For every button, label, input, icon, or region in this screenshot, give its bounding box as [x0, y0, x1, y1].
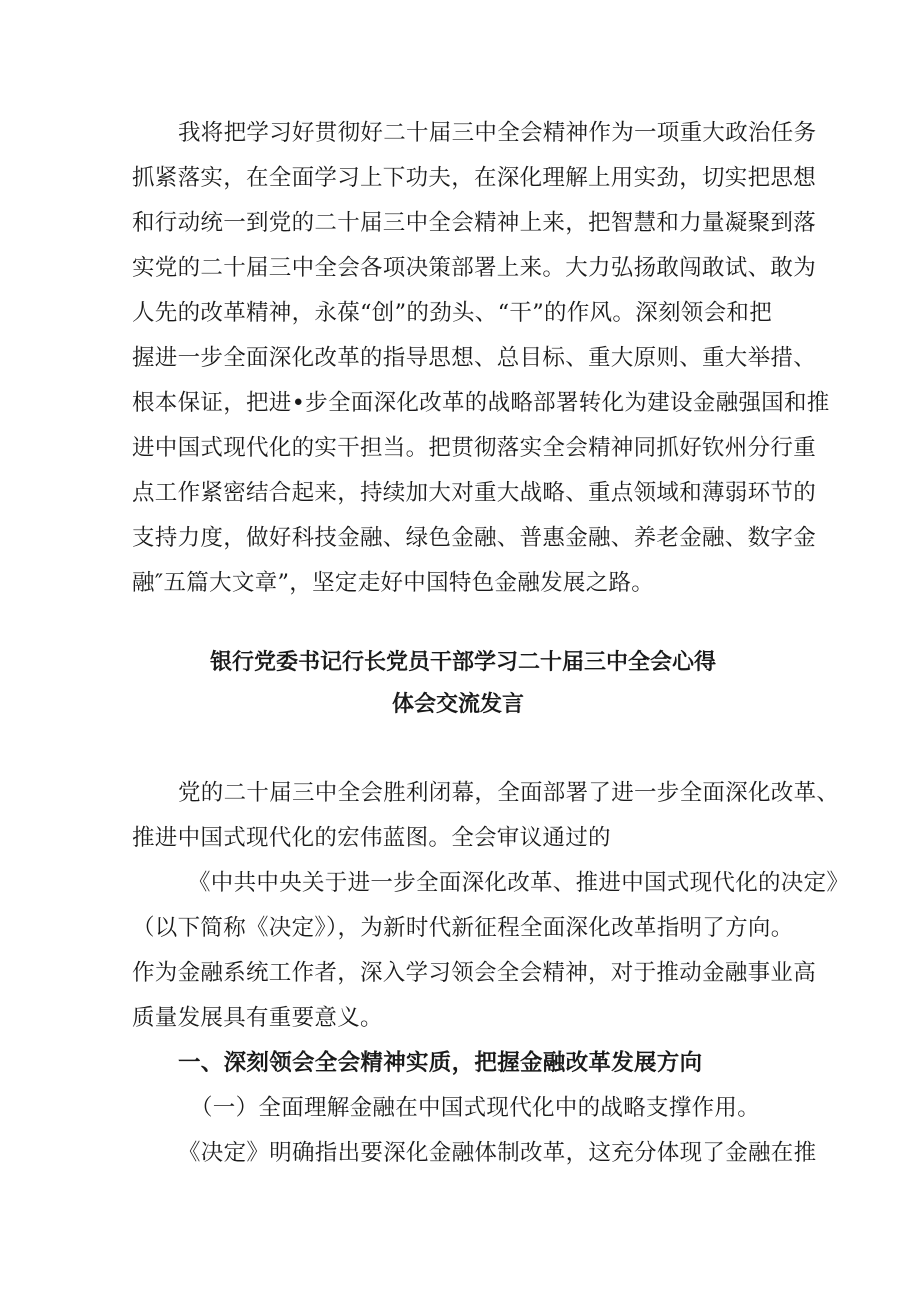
article-title-line-2: 体会交流发言 — [392, 692, 525, 717]
text-line: 握进一步全面深化改革的指导思想、总目标、重大原则、重大举措、 — [132, 345, 817, 371]
text-line: （以下简称《决定》），为新时代新征程全面深化改革指明了方向。 — [132, 915, 794, 941]
text-line: 《决定》明确指出要深化金融体制改革，这充分体现了金融在推 — [178, 1140, 817, 1166]
text-line: 进中国式现代化的实干担当。把贯彻落实全会精神同抓好钦州分行重 — [132, 435, 817, 461]
subsection-heading: （一）全面理解金融在中国式现代化中的战略支撑作用。 — [190, 1095, 761, 1121]
text-line: 质量发展具有重要意义。 — [132, 1005, 383, 1031]
text-line: 我将把学习好贯彻好二十届三中全会精神作为一项重大政治任务 — [178, 120, 817, 146]
text-line: 融″五篇大文章”，坚定走好中国特色金融发展之路。 — [132, 570, 655, 596]
text-line: 实党的二十届三中全会各项决策部署上来。大力弘扬敢闯敢试、敢为 — [132, 255, 817, 281]
text-line: 推进中国式现代化的宏伟蓝图。全会审议通过的 — [132, 825, 611, 851]
article-title-line-1: 银行党委书记行长党员干部学习二十届三中全会心得 — [210, 650, 717, 675]
text-line: 抓紧落实，在全面学习上下功夫，在深化理解上用实劲，切实把思想 — [132, 165, 817, 191]
text-line: 支持力度，做好科技金融、绿色金融、普惠金融、养老金融、数字金 — [132, 525, 817, 551]
text-line: 党的二十届三中全会胜利闭幕，全面部署了进一步全面深化改革、 — [178, 780, 840, 806]
section-heading: 一、深刻领会全会精神实质，把握金融改革发展方向 — [178, 1050, 703, 1076]
text-line: 点工作紧密结合起来，持续加大对重大战略、重点领域和薄弱环节的 — [132, 480, 817, 506]
text-line: 作为金融系统工作者，深入学习领会全会精神，对于推动金融事业高 — [132, 960, 817, 986]
text-line: 和行动统一到党的二十届三中全会精神上来，把智慧和力量凝聚到落 — [132, 210, 817, 236]
text-line: 《中共中央关于进一步全面深化改革、推进中国式现代化的决定》 — [188, 870, 850, 896]
text-line: 人先的改革精神，永葆“创”的劲头、“干”的作风。深刻领会和把 — [132, 300, 773, 326]
text-line: 根本保证，把进•步全面深化改革的战略部署转化为建设金融强国和推 — [132, 390, 830, 416]
